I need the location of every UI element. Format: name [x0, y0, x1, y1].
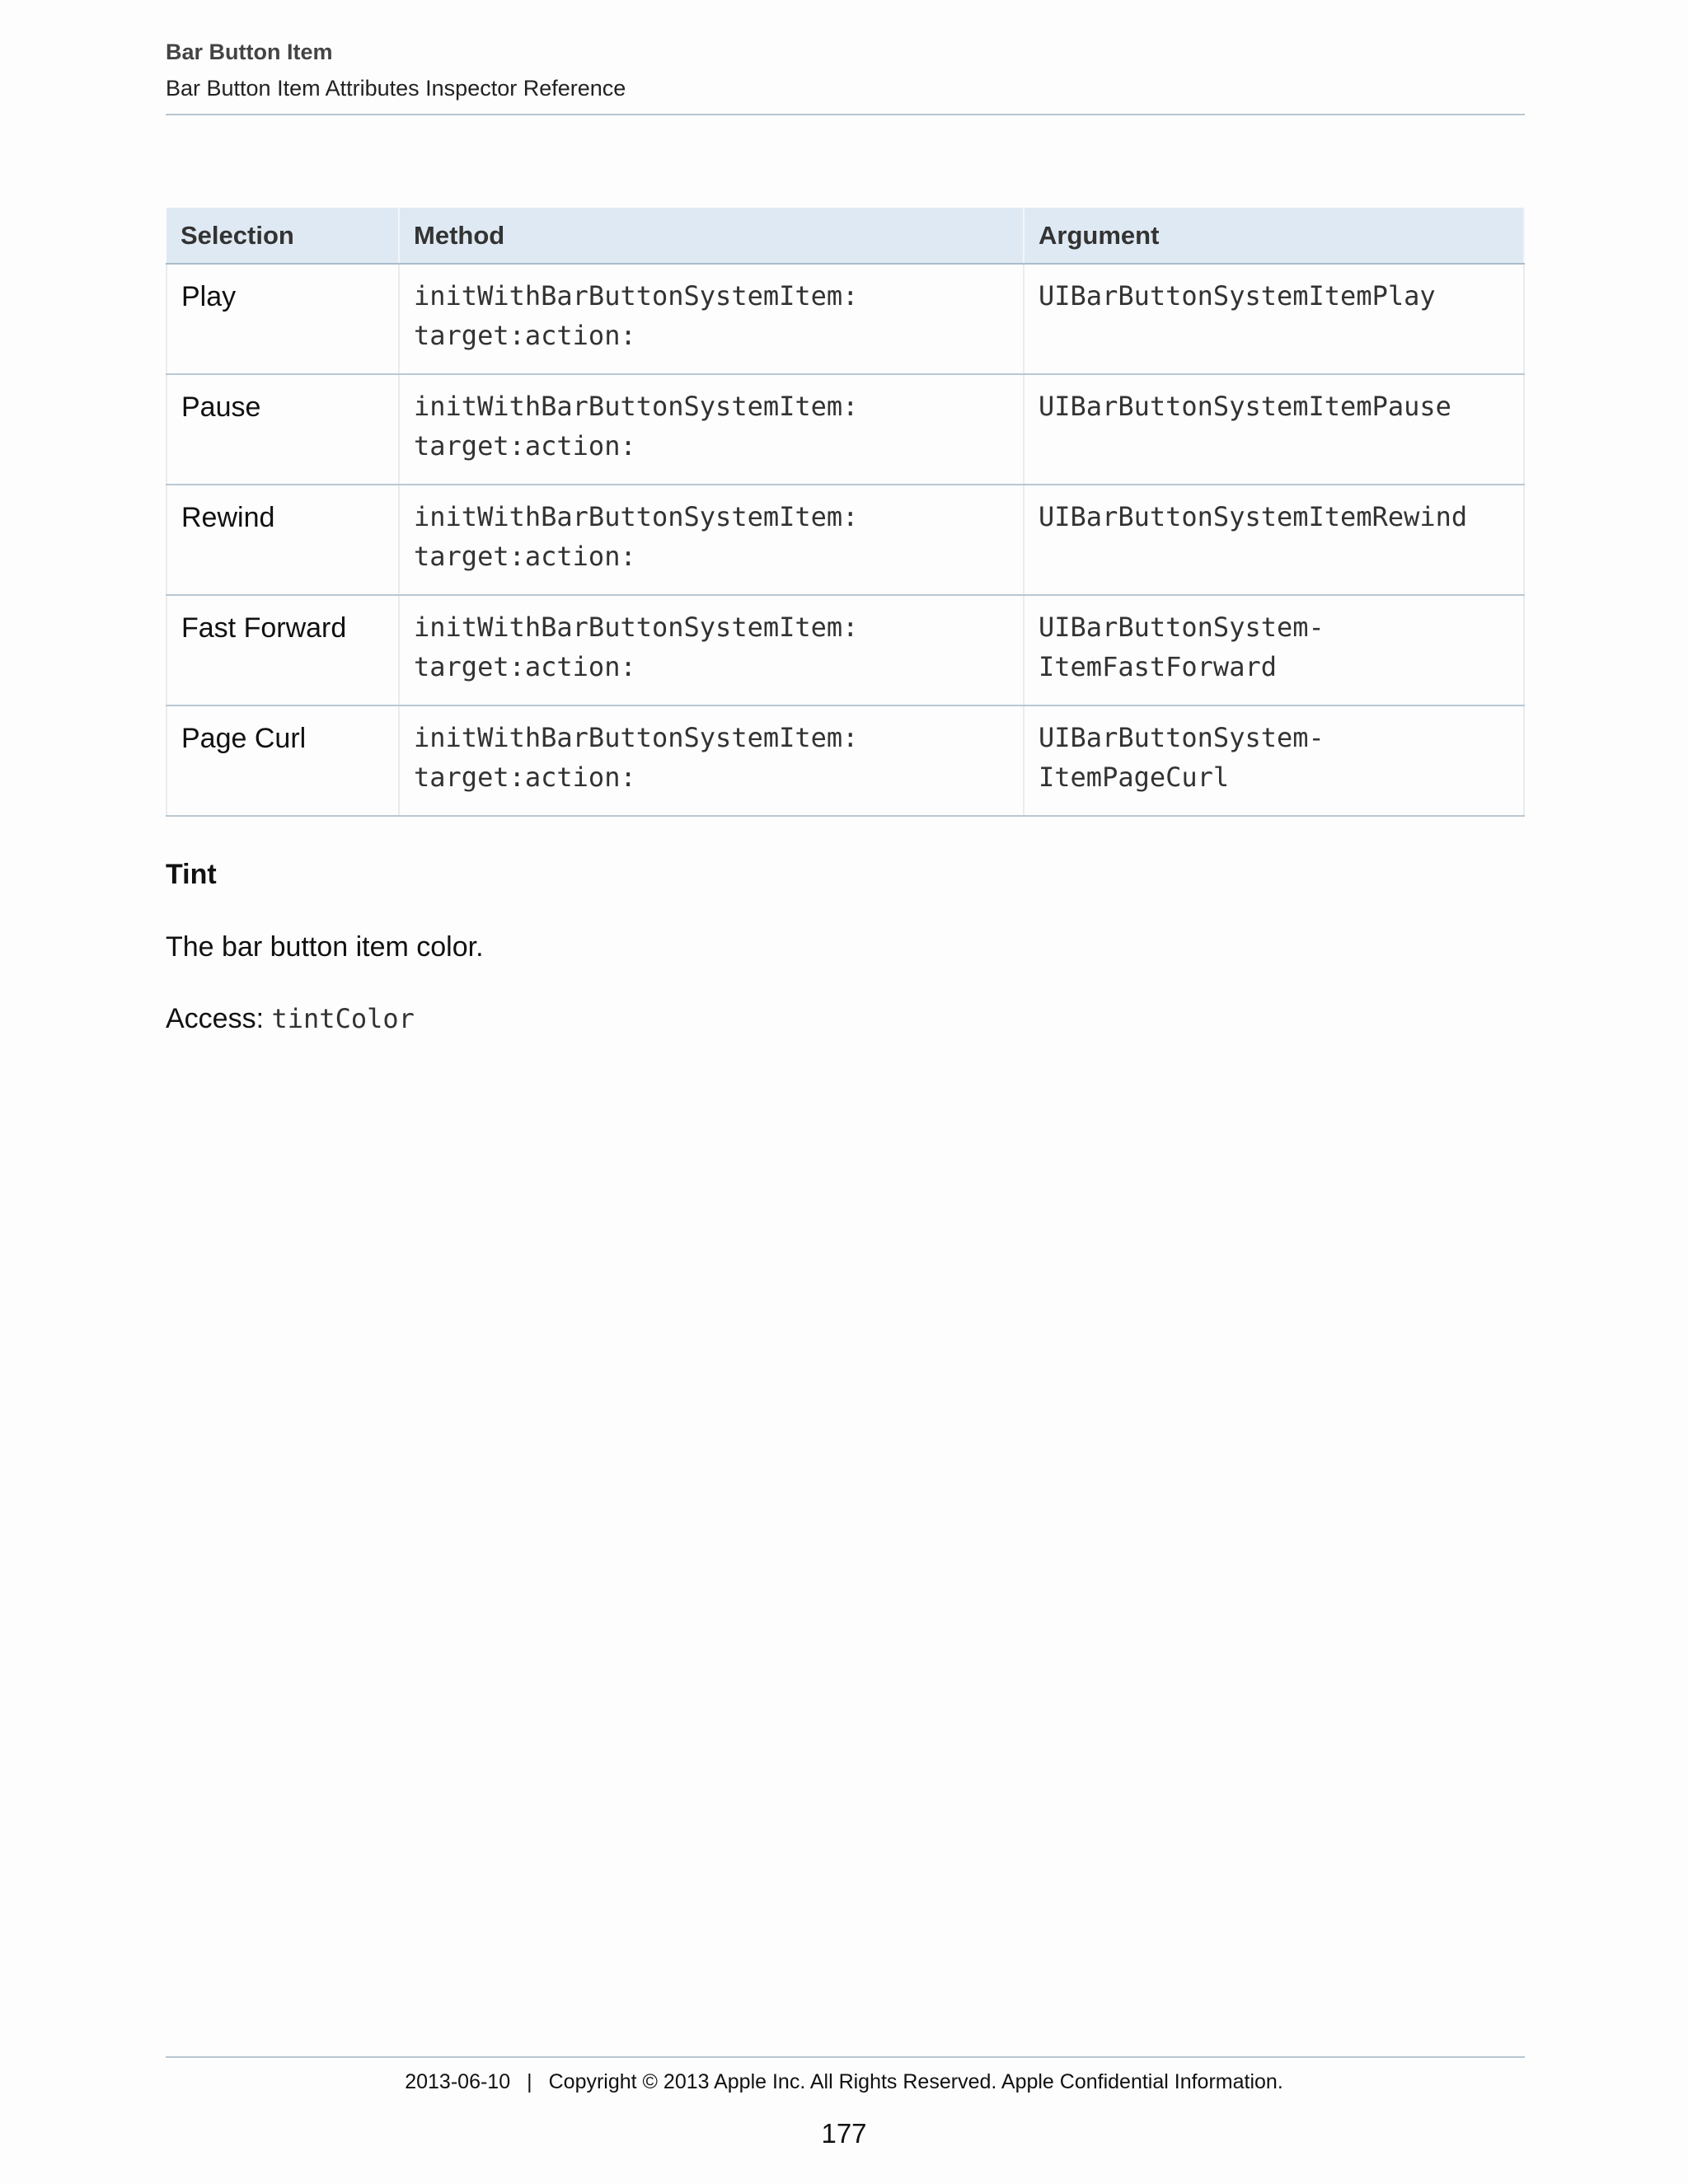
method-line: initWithBarButtonSystemItem:: [414, 612, 859, 643]
method-cell: [399, 705, 1024, 816]
access-value: tintColor: [271, 1003, 415, 1034]
footer-separator: |: [527, 2070, 532, 2093]
header-divider: [166, 114, 1525, 115]
footer-copyright: Copyright © 2013 Apple Inc. All Rights Reserved. Apple Confidential Information.: [548, 2070, 1283, 2093]
table-row: [166, 595, 1524, 705]
method-cell: [399, 374, 1024, 485]
argument-line: UIBarButtonSystem-: [1039, 612, 1325, 643]
argument-line: UIBarButtonSystemItemPlay: [1039, 280, 1436, 312]
table-row: [166, 264, 1524, 374]
method-line: target:action:: [414, 320, 636, 351]
argument-line: UIBarButtonSystem-: [1039, 722, 1325, 753]
argument-cell: [1024, 705, 1524, 816]
table-row: [166, 485, 1524, 595]
footer: [0, 2070, 1688, 2094]
argument-line: UIBarButtonSystemItemPause: [1039, 391, 1451, 422]
method-line: target:action:: [414, 762, 636, 793]
table-row: [166, 705, 1524, 816]
method-line: initWithBarButtonSystemItem:: [414, 501, 859, 532]
selection-cell: Fast Forward: [166, 595, 399, 705]
selection-table: [166, 208, 1525, 817]
argument-cell: [1024, 485, 1524, 595]
selection-cell: Pause: [166, 374, 399, 485]
selection-cell: Play: [166, 264, 399, 374]
footer-divider: [166, 2056, 1525, 2058]
section-description: The bar button item color.: [166, 931, 484, 963]
selection-cell: Rewind: [166, 485, 399, 595]
access-line: [166, 1003, 415, 1035]
method-line: target:action:: [414, 651, 636, 682]
table-header-row: [166, 208, 1524, 264]
method-cell: [399, 485, 1024, 595]
method-line: target:action:: [414, 541, 636, 572]
header-chapter: Bar Button Item: [166, 40, 333, 64]
header-title: Bar Button Item Attributes Inspector Reference: [166, 76, 626, 101]
argument-cell: [1024, 264, 1524, 374]
column-header: Argument: [1024, 208, 1524, 264]
argument-cell: [1024, 595, 1524, 705]
column-header: Selection: [166, 208, 399, 264]
method-cell: [399, 264, 1024, 374]
method-line: initWithBarButtonSystemItem:: [414, 391, 859, 422]
section-heading: Tint: [166, 859, 217, 890]
argument-line: UIBarButtonSystemItemRewind: [1039, 501, 1468, 532]
access-label: Access:: [166, 1003, 265, 1034]
table-row: [166, 374, 1524, 485]
method-line: initWithBarButtonSystemItem:: [414, 722, 859, 753]
argument-cell: [1024, 374, 1524, 485]
method-line: target:action:: [414, 430, 636, 462]
argument-line: ItemFastForward: [1039, 651, 1277, 682]
method-cell: [399, 595, 1024, 705]
selection-cell: Page Curl: [166, 705, 399, 816]
page-number: 177: [821, 2118, 867, 2149]
method-line: initWithBarButtonSystemItem:: [414, 280, 859, 312]
footer-date: 2013-06-10: [405, 2070, 511, 2093]
argument-line: ItemPageCurl: [1039, 762, 1230, 793]
column-header: Method: [399, 208, 1024, 264]
